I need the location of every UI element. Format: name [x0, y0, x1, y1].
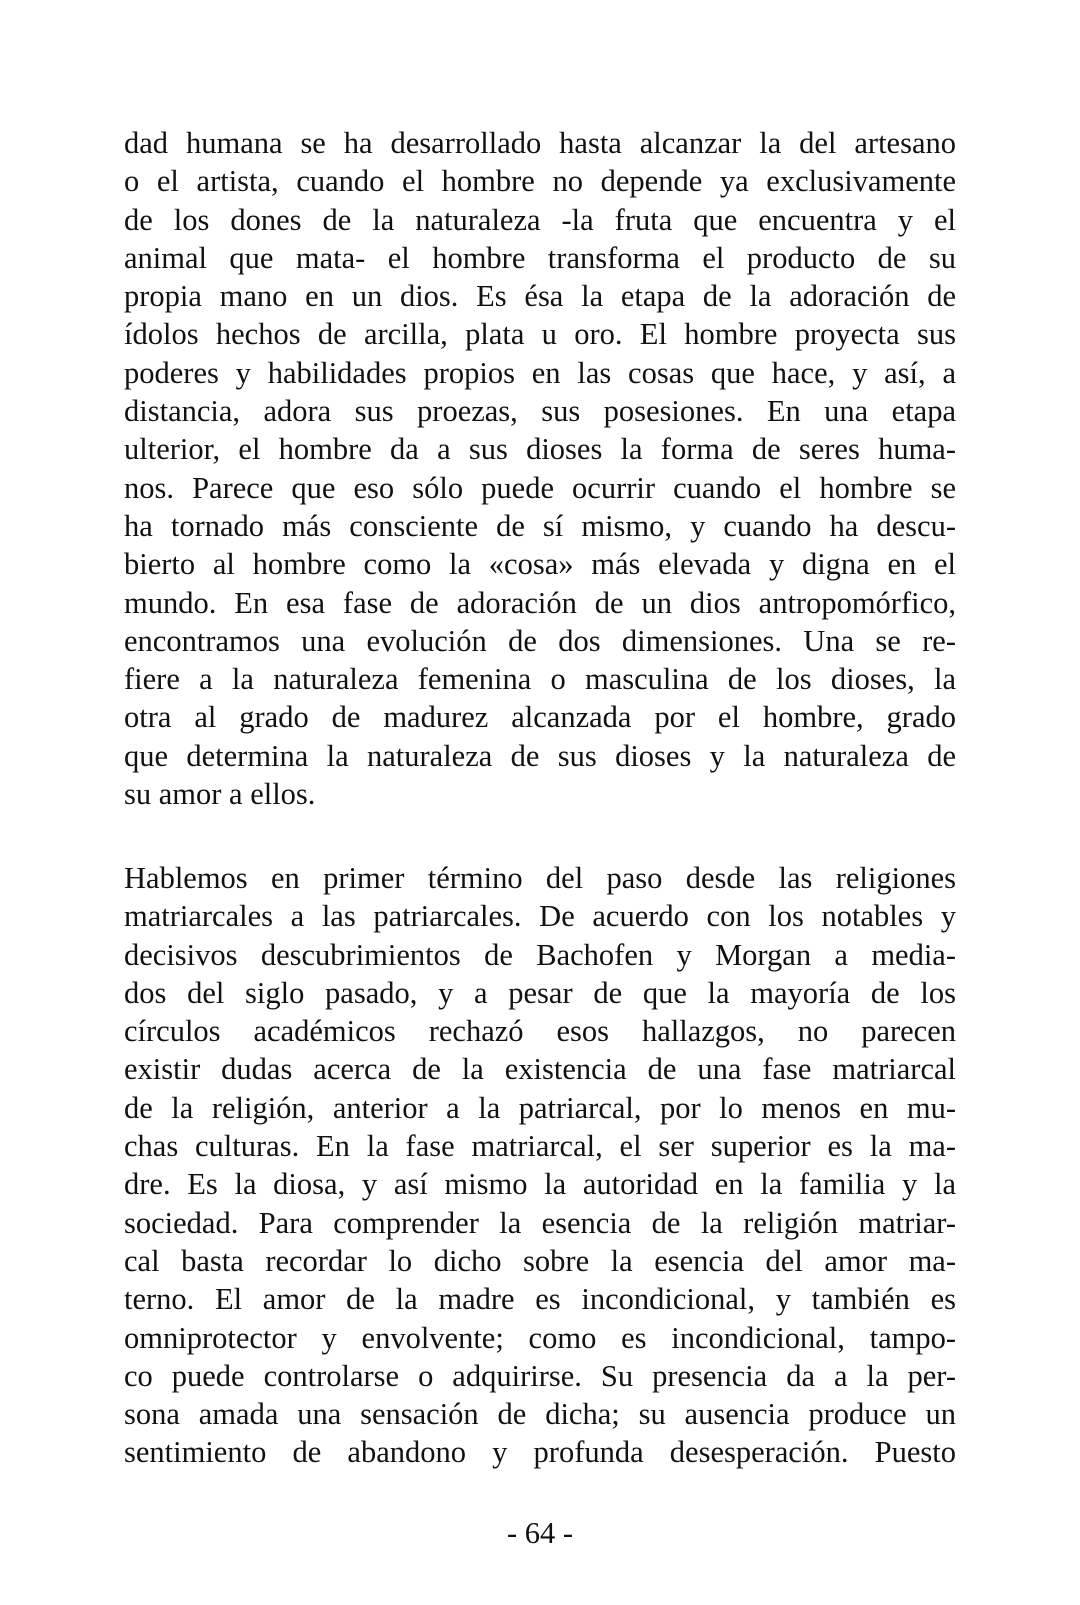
text-line: existir dudas acerca de la existencia de una fase matriarcal	[124, 1052, 956, 1087]
text-line: encontramos una evolución de dos dimensiones. Una se re-	[124, 623, 956, 658]
text-line: de la religión, anterior a la patriarcal, por lo menos en mu-	[124, 1090, 956, 1125]
text-line: terno. El amor de la madre es incondicional, y también es	[124, 1282, 956, 1317]
text-line: propia mano en un dios. Es ésa la etapa de la adoración de	[124, 279, 956, 314]
text-line: dad humana se ha desarrollado hasta alcanzar la del artesano	[124, 126, 956, 160]
text-line: fiere a la naturaleza femenina o masculina de los dioses, la	[124, 662, 956, 697]
text-line: omniprotector y envolvente; como es incondicional, tampo-	[124, 1320, 956, 1355]
text-line: sona amada una sensación de dicha; su ausencia produce un	[124, 1397, 956, 1432]
text-line: círculos académicos rechazó esos hallazgos, no parecen	[124, 1014, 956, 1049]
text-line: de los dones de la naturaleza -la fruta que encuentra y el	[124, 202, 956, 237]
text-line: matriarcales a las patriarcales. De acuerdo con los notables y	[124, 899, 956, 934]
text-line: otra al grado de madurez alcanzada por el hombre, grado	[124, 700, 956, 735]
text-line: bierto al hombre como la «cosa» más elevada y digna en el	[124, 547, 956, 582]
text-line: dos del siglo pasado, y a pesar de que la mayoría de los	[124, 975, 956, 1010]
text-line: distancia, adora sus proezas, sus posesiones. En una etapa	[124, 394, 956, 429]
text-line: sociedad. Para comprender la esencia de la religión matriar-	[124, 1205, 956, 1240]
text-line: ha tornado más consciente de sí mismo, y cuando ha descu-	[124, 508, 956, 543]
text-line: mundo. En esa fase de adoración de un dios antropomórfico,	[124, 585, 956, 620]
text-line: ulterior, el hombre da a sus dioses la forma de seres huma-	[124, 432, 956, 467]
text-line: su amor a ellos.	[124, 777, 316, 812]
paragraph-2	[124, 859, 956, 1472]
text-line: animal que mata- el hombre transforma el producto de su	[124, 240, 956, 275]
text-line: sentimiento de abandono y profunda desesperación. Puesto	[124, 1435, 956, 1470]
text-line: que determina la naturaleza de sus dioses y la naturaleza de	[124, 738, 956, 773]
text-line: chas culturas. En la fase matriarcal, el ser superior es la ma-	[124, 1129, 956, 1164]
text-line: poderes y habilidades propios en las cosas que hace, y así, a	[124, 355, 956, 390]
text-line: dre. Es la diosa, y así mismo la autoridad en la familia y la	[124, 1167, 956, 1202]
text-line: co puede controlarse o adquirirse. Su presencia da a la per-	[124, 1358, 956, 1393]
text-line: nos. Parece que eso sólo puede ocurrir cuando el hombre se	[124, 470, 956, 505]
text-line: ídolos hechos de arcilla, plata u oro. El hombre proyecta sus	[124, 317, 956, 352]
paragraph-1	[124, 124, 956, 813]
text-line: decisivos descubrimientos de Bachofen y Morgan a media-	[124, 937, 956, 972]
text-line: cal basta recordar lo dicho sobre la esencia del amor ma-	[124, 1243, 956, 1278]
page-number: - 64 -	[506, 1516, 574, 1550]
text-line: Hablemos en primer término del paso desde las religiones	[124, 861, 956, 895]
text-line: o el artista, cuando el hombre no depende ya exclusivamente	[124, 164, 956, 199]
